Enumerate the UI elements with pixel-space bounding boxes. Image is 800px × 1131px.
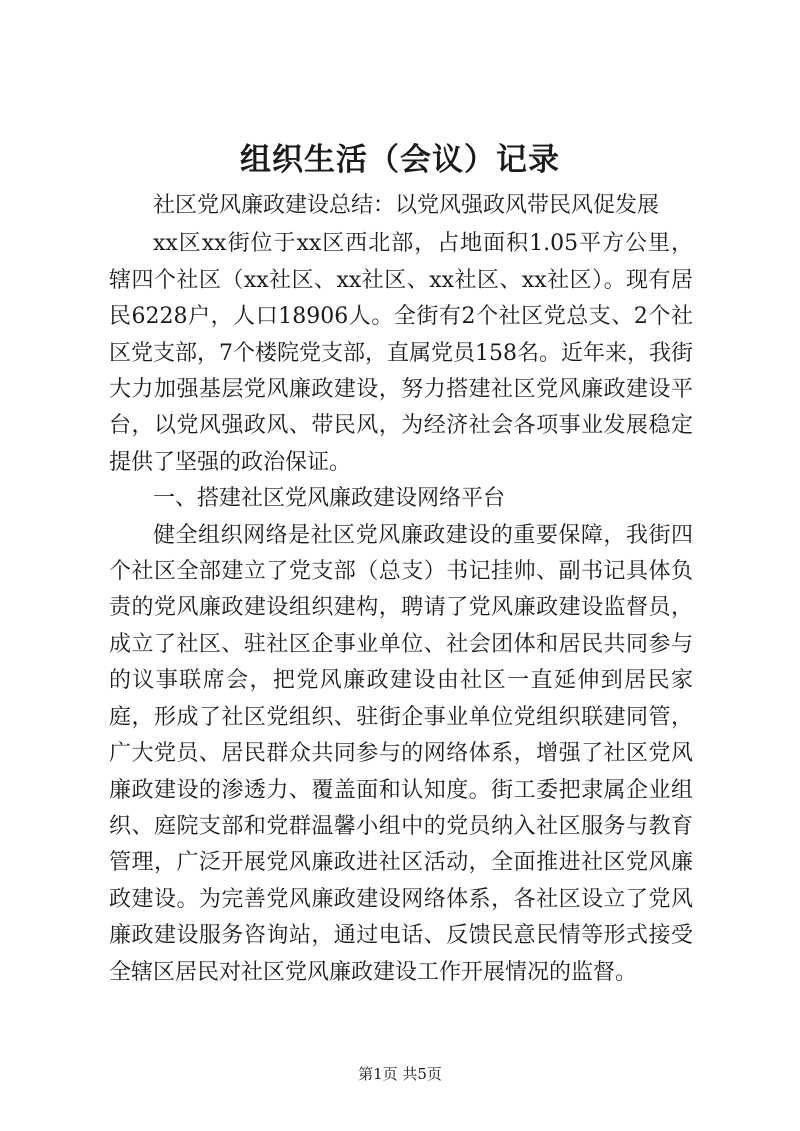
- page-footer: 第1页 共5页: [358, 1065, 442, 1083]
- paragraph-network: 健全组织网络是社区党风廉政建设的重要保障，我街四个社区全部建立了党支部（总支）书记挂帅、副书记具体负责的党风廉政建设组织建构，聘请了党风廉政建设监督员，成立了社区、驻社区企事业单位、社会团体和居民共同参与的议事联席会，把党风廉政建设由社区一直延伸到居民家庭，形成了社区党组织、驻街企事业单位党组织联建同管，广大党员、居民群众共同参与的网络体系，增强了社区党风廉政建设的渗透力、覆盖面和认知度。街工委把隶属企业组织、庭院支部和党群温馨小组中的党员纳入社区服务与教育管理，广泛开展党风廉政进社区活动，全面推进社区党风廉政建设。为完善党风廉政建设网络体系，各社区设立了党风廉政建设服务咨询站，通过电话、反馈民意民情等形式接受全辖区居民对社区党风廉政建设工作开展情况的监督。: [109, 522, 693, 985]
- document-title: 组织生活（会议）记录: [240, 142, 560, 178]
- paragraph-overview: xx区xx街位于xx区西北部，占地面积1.05平方公里，辖四个社区（xx社区、xx社区、xx社区、xx社区）。现有居民6228户，人口18906人。全街有2个社区党总支、2个社区党支部，7个楼院党支部，直属党员158名。近年来，我街大力加强基层党风廉政建设，努力搭建社区党风廉政建设平台，以党风强政风、带民风，为经济社会各项事业发展稳定提供了坚强的政治保证。: [109, 231, 693, 475]
- section-heading-1: 一、搭建社区党风廉政建设网络平台: [153, 486, 506, 512]
- document-subtitle: 社区党风廉政建设总结：以党风强政风带民风促发展: [153, 193, 660, 218]
- document-body: [109, 188, 693, 991]
